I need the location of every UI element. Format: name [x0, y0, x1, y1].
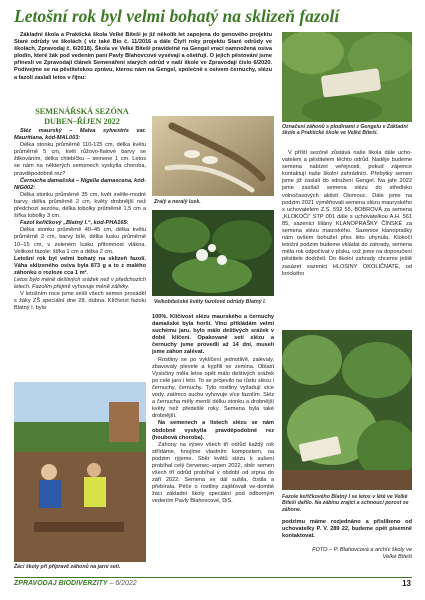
closing-text: [282, 519, 412, 540]
dry-beans-photo: [152, 116, 274, 196]
intro-text: Základní škola a Praktická škola Velké Bíteší je již několik let zapojena do genového projektu Staré odrůdy ve školách ( viz také Bio č. 11/2016 a dále Čtyři roky projektu Staré odrůdy ve školách, Zpravodaj č. 6/2018). Škola ve Velké Bíteši pravidelně na Gengel vrací namnožená osiva plodin, které žák pod vedením paní Pavly Blahovcové vysévají a ošetřují. O jejich pěstování jsme přinesli ve Zpravodaji článek Semenáření starých odrůd v naší škole ve Zpravodaji číslo 6/2020. Podívejme se na pěstitelskou zprávu, kterou nám na Gengel, společně s osivem černuchy, slézu a fazolí zaslali letos v říjnu:: [14, 32, 272, 81]
plant-name-blatny: Fazol keříčkový „Blatný I.“, kód-PHA165:: [20, 220, 129, 227]
future-plans-text: [282, 150, 412, 278]
blatny-yield: Letošní rok byl velmi bohatý na sklizeň fazolí. Váha sklizeného osiva byla 873 g a to z malého záhonku o rozloze cca 1 m².: [14, 255, 146, 276]
bean-flowers-photo: [152, 210, 274, 296]
blatny-weather: Letos bylo méně deštivých srážek než v předchozích letech. Fazolím přejmě vyhovuje méně zálivky.: [14, 276, 146, 291]
caption-labeled-beds: Označení záhonů s plodinami z Gengelu v Základní škole a Praktické škole ve Velké Bíteši.: [282, 124, 408, 137]
article-title: Letošní rok byl velmi bohatý na sklizeň fazolí: [14, 6, 340, 26]
plant-desc-blatny: Délka stonku průměrně 40–45 cm, délka květu průměrně 2 cm, barvy bílé, délka lusku průměrně 10–15 cm, v zeleném lusku přitomnost vlákna. Velikost fazole: šířka 1 cm a délka 2 cm.: [14, 227, 146, 255]
plant-desc-nigella: Délka stonku průměrně 35 cm, květ světle-modré barvy, délka průměrně 2 cm, květy drobnější než předchozí sezónu, délka tobolky průměrně 1,5 cm a šířka tobolky 3 cm.: [14, 191, 146, 220]
care-text: Rostliny se po vyklíčení jednotlivě, zalévaly, zbavovaly plevele a kypřili se zemina. Oblast Vysočiny měla letos opět málo deštivých srážek po celé jaro i léto. To se projevilo na růstu slézu i černuchy, černuchy. Tyto rostliny vyžadují více vody, zatímco suchu vyhovuje více fazolím. Sléz a černucha měly menší délku stonku a drobnější květy než předešlé roky. Semena byla také drobnější.: [152, 356, 274, 420]
rotation-text: Záhony na výsev všech tří odrůd každý rok střídáme, hnojíme vlastním kompostem, na podzim rýjeme. Sběr květů slézu k sušení probíhal celý červenec–srpen 2022, sběr semen všech tří odrůd probíhal v období od srpna do září 2022. Semena se dál sušila, čistila a přebírala. Péče o rostliny zajišťovali ve-domité žáci základní školy speciální pod odborným vedením Pavly Blahovcové, DiS.: [152, 441, 274, 505]
season-heading: SEMENÁŘSKÁ SEZÓNA DUBEN–ŘÍJEN 2022: [35, 107, 129, 126]
footer-issue: – 6/2022: [109, 580, 137, 587]
footer-publication: ZPRAVODAJ BIODIVERZITY: [14, 580, 108, 587]
harvest-text: V letošním roce jsme sešli všech semen prováděl s žáky ZŠ speciální dne 28. dubna. Klíčivost fazolu Blatný I. byla: [14, 291, 146, 312]
plant-desc-malva: Délka stonku průměrně 110-125 cm, délka květu průměrně 5 cm, květ růžovo-fialové barvy se žilkováním, délka chlebíčku – semene 1 cm. Letos se nám na některých semenech vyskytla choroba, pravděpodobně rez?: [14, 142, 146, 177]
page-number: 13: [402, 579, 411, 588]
footer-brand: [14, 580, 137, 587]
closing-paragraph: podzimu máme rozjednáno a přislíbeno od uchovatelky P. V. 289 22, budeme opět písemně kontaktovat.: [282, 519, 412, 540]
caption-flowers: Velkobítešské květy fazolové odrůdy Blatný I.: [154, 299, 266, 305]
footer-divider: [14, 577, 412, 578]
kids-garden-photo: [14, 382, 146, 562]
bean-plants-photo: [282, 330, 412, 490]
intro-paragraph: [14, 32, 272, 82]
plant-name-malva: Sléz maurský – Malva sylvestris var. Mauritiana, kód-MAL003:: [14, 128, 146, 142]
disease-text: Na semenech a listech slézu se nám obdobně vyskytla pravděpodobně rez (houbová choroba).: [152, 420, 274, 441]
plant-name-nigella: Černucha damašská – Nigella damascena, kód-NIG002:: [14, 177, 146, 191]
cultivation-text: [152, 314, 274, 506]
labeled-beds-photo: [282, 32, 412, 122]
future-plans-paragraph: V příští sezóně zůstává naše škola dále ucho- vatelem a pěstitelem těchto odrůd. Naděje budeme semena nabízet veřejnosti, pokud zájemce kontaktují naše školní zahrádníci. Přebytky semen jsme již zaslali do sdružení Gengel. Na jaře 2022 jsme zasílali semena slézu do středisko volnočasových aktivit Olomouc. Dále jsme na podzim 2021 vyměňovali semena slézu mauryského s uchovatelem Z.S. 592 55, BOBROVÁ za semena „KLOKOČÍ“ STP 001 dále s uchovatelkou A.H. 561 85, sazenicí liliány KLANOPRAŠKY ČÍNSKÉ za semena slézu maurského. Sazenice klanopraškу nám ovšem bohužel přes léto uhynula. Klokočí letošní podzim budeme vkládat do zahrady, semena měla rok odpočívat v písku, což jsme na doporučení pěstitele dodrželi. Do školní zahrady chceme ještě zasázet sazenici HLOSINY OKOLIČNATÉ, od lorického: [282, 150, 412, 277]
plant-descriptions: [14, 128, 146, 312]
caption-bean-plants: Fazole keříčkového Blatný I se letos v lété ve Velké Bíteši dařilo. Na zábinu zrající a schnoucí porost se záhone.: [282, 494, 409, 513]
caption-dry-beans: Zralý a neralý lusk.: [154, 199, 201, 205]
photo-credit: FOTO – P. Blahovcová a archív školy ve Velké Bíteši: [312, 547, 412, 561]
caption-kids: Žáci školy při přípravě záhonů na jarní setí.: [14, 564, 121, 570]
germination-text: 100%. Klíčivost slézu maurského a černuchy damašské byla horší. Vinu přikládám velmi suchému jaru, bylo málo deštivých srážek v době klíčení. Opakovaně setí slézu a černuchy jsme provedli až 14 dní, museli jsme záhon zalévat.: [152, 314, 274, 356]
